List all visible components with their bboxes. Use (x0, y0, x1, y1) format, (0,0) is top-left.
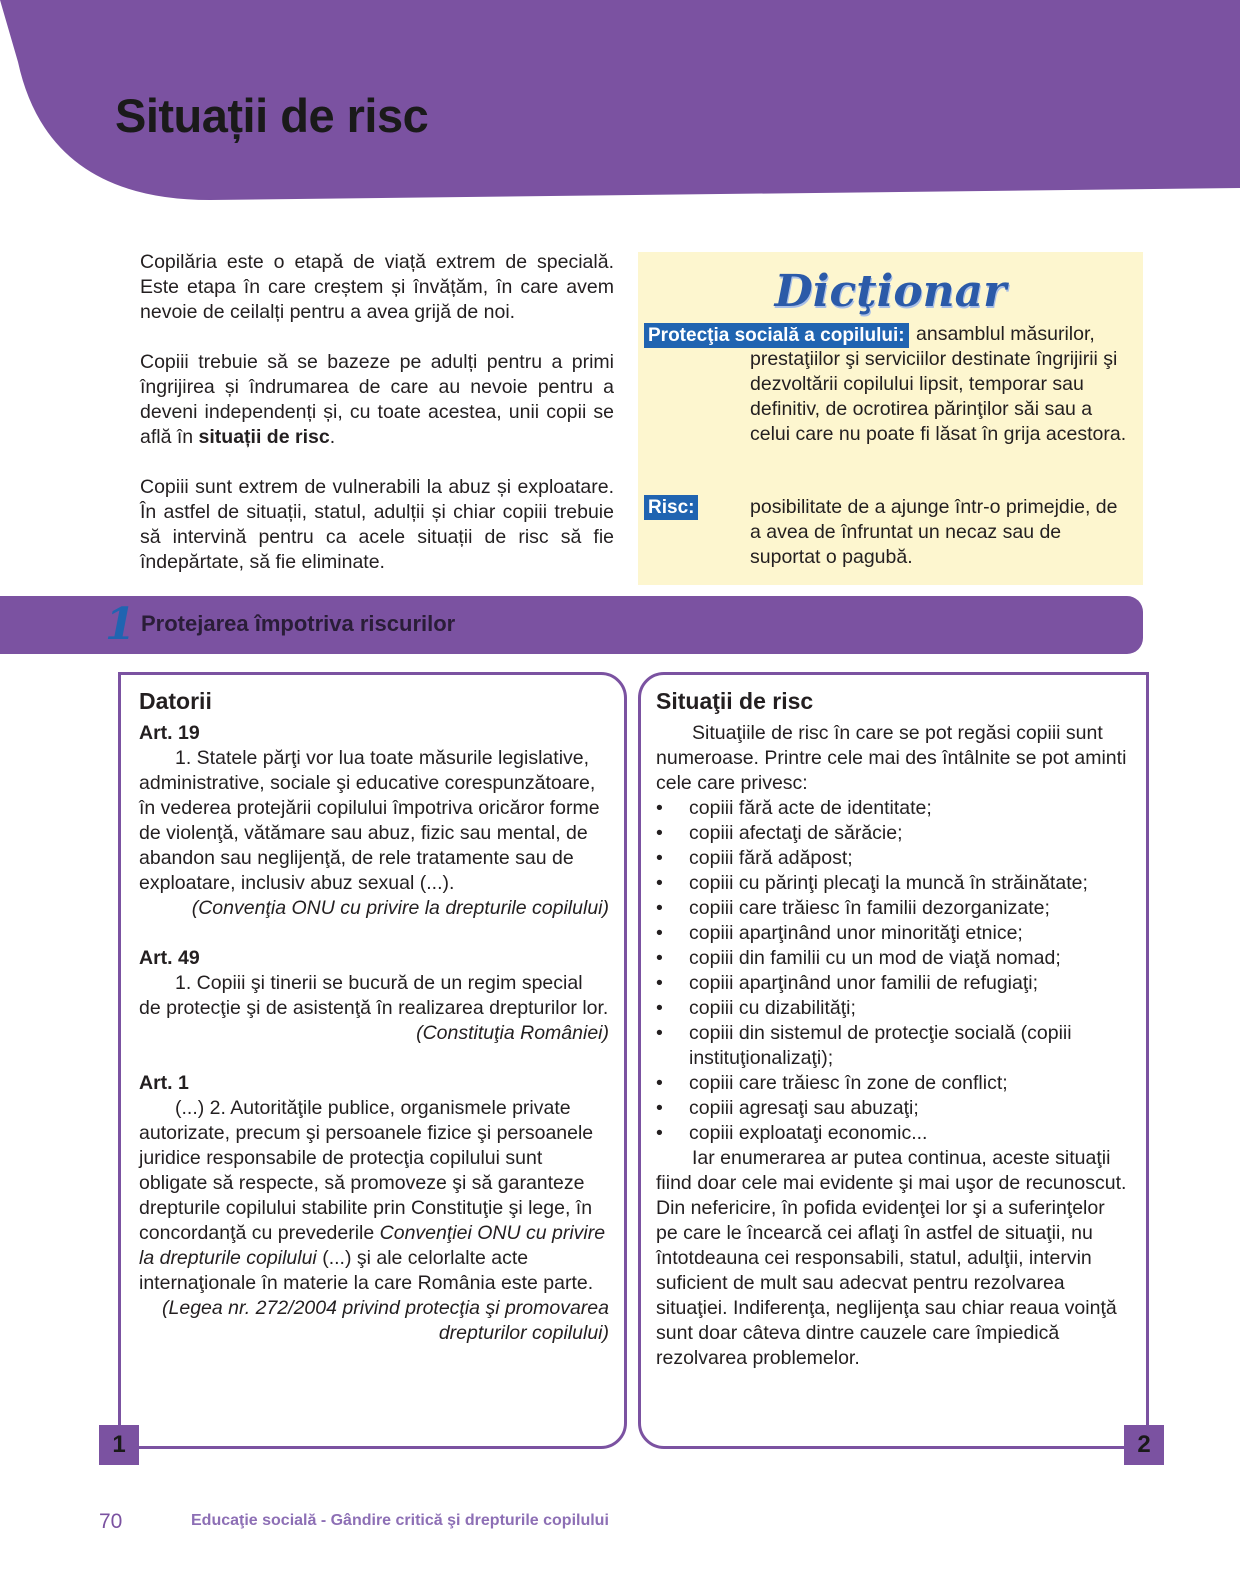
article-source: (Constituţia României) (416, 1022, 609, 1044)
risk-outro: Iar enumerarea ar putea continua, aceste situaţii fiind doar cele mai evidente şi mai uşor de recunoscut. Din nefericire, în pofida evidenţei lor şi a suferinţelor pe care le încearcă cei aflaţi în astfel de situaţii, nu întotdeauna cei responsabili, statul, adulţii, intervin suficient de mult sau adecvat pentru rezolvarea situaţiei. Indiferenţa, neglijenţa sau chiar reaua voinţă sunt doar câteva dintre cauzele care împiedică rezolvarea problemelor. (656, 1147, 1127, 1369)
list-item: • copiii exploataţi economic... (656, 1121, 1129, 1146)
dictionary-definition-lead: ansamblul măsurilor, (916, 323, 1095, 345)
article-label: Art. 1 (139, 1072, 189, 1094)
risk-situations-heading: Situaţii de risc (656, 688, 814, 714)
duties-box (118, 672, 627, 1449)
article-label: Art. 19 (139, 722, 200, 744)
list-item: • copiii care trăiesc în zone de conflict; (656, 1071, 1129, 1096)
dictionary-term-child-protection: Protecţia socială a copilului: (644, 323, 909, 348)
risk-situations-box (638, 672, 1149, 1449)
risk-list (656, 796, 1129, 1146)
duties-heading: Datorii (139, 688, 212, 714)
article-text: (...) 2. Autorităţile publice, organismele private autorizate, precum şi persoanele fizice şi persoanele juridice responsabile de protecţia copilului sunt obligate să respecte, să promoveze şi să garanteze drepturile copilului stabilite prin Constituţie şi lege, în concordanţă cu prevederile Convenţiei ONU cu privire la drepturile copilului (...) şi ale celorlalte acte internaţionale în materie la care România este parte. (139, 1097, 606, 1294)
intro-paragraph-1: Copilăria este o etapă de viață extrem de specială. Este etapa în care creștem și învățăm, în care avem nevoie de ceilalți pentru a avea grijă de noi. (140, 251, 614, 323)
dictionary-box (638, 252, 1143, 585)
risk-intro: Situaţiile de risc în care se pot regăsi copiii sunt numeroase. Printre cele mai des întâlnite se pot aminti cele care privesc: (656, 722, 1127, 794)
list-item: • copiii cu părinţi plecaţi la muncă în străinătate; (656, 871, 1129, 896)
article-source: (Legea nr. 272/2004 privind protecţia şi promovarea drepturilor copilului) (162, 1297, 609, 1344)
dictionary-term-risk: Risc: (644, 495, 698, 520)
dictionary-title: Dicţionar (774, 266, 1007, 317)
list-item: • copiii care trăiesc în familii dezorganizate; (656, 896, 1129, 921)
article-text: 1. Statele părţi vor lua toate măsurile legislative, administrative, sociale şi educative corespunzătoare, în vederea protejării copilului împotriva oricăror forme de violenţă, vătămare sau abuz, fizic sau mental, de abandon sau neglijenţă, de rele tratamente sau de exploatare, inclusiv abuz sexual (...). (139, 747, 600, 894)
list-item: • copiii fără acte de identitate; (656, 796, 1129, 821)
list-item: • copiii afectaţi de sărăcie; (656, 821, 1129, 846)
intro-paragraph-3: Copiii sunt extrem de vulnerabili la abuz și exploatare. În astfel de situații, statul, adulții și chiar copiii trebuie să intervină pentru ca acele situații de risc să fie îndepărtate, să fie eliminate. (140, 476, 614, 573)
list-item: • copiii aparţinând unor minorităţi etnice; (656, 921, 1129, 946)
page-title: Situații de risc (115, 89, 429, 142)
list-item: • copiii aparţinând unor familii de refugiaţi; (656, 971, 1129, 996)
section-title: Protejarea împotriva riscurilor (141, 611, 456, 636)
section-number: 1 (105, 599, 136, 650)
list-item: • copiii cu dizabilităţi; (656, 996, 1129, 1021)
box-badge-1: 1 (99, 1425, 139, 1465)
list-item: • copiii din sistemul de protecţie socială (copiii instituţionalizaţi); (656, 1021, 1129, 1071)
page-number: 70 (99, 1510, 123, 1533)
list-item: • copiii fără adăpost; (656, 846, 1129, 871)
article-label: Art. 49 (139, 947, 200, 969)
highlight-term: situații de risc (198, 426, 330, 448)
article-source: (Convenţia ONU cu privire la drepturile copilului) (191, 897, 609, 919)
intro-paragraph-2: Copiii trebuie să se bazeze pe adulți pentru a primi îngrijirea și îndrumarea de care au nevoie pentru a deveni independenți și, cu toate acestea, unii copii se află în situații de risc. (140, 351, 614, 448)
dictionary-definition-child-protection: prestaţiilor şi serviciilor destinate îngrijirii şi dezvoltării copilului lipsit, temporar sau definitiv, de ocrotirea părinţilor săi sau a celui care nu poate fi lăsat în grija acestora. (750, 348, 1127, 445)
intro-text (140, 250, 614, 575)
list-item: • copiii agresaţi sau abuzaţi; (656, 1096, 1129, 1121)
list-item: • copiii din familii cu un mod de viaţă nomad; (656, 946, 1129, 971)
box-badge-2: 2 (1124, 1425, 1164, 1465)
dictionary-definition-risk: posibilitate de a ajunge într-o primejdie, de a avea de înfruntat un necaz sau de suportat o pagubă. (750, 496, 1118, 568)
book-title: Educaţie socială - Gândire critică şi drepturile copilului (191, 1512, 609, 1529)
article-text: 1. Copiii şi tinerii se bucură de un regim special de protecţie şi de asistenţă în realizarea drepturilor lor. (139, 972, 609, 1019)
